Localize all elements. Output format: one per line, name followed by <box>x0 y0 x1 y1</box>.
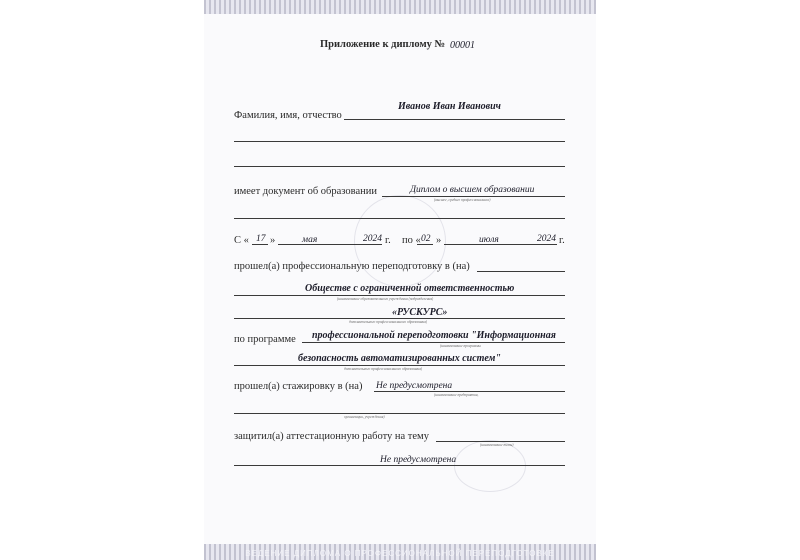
program-caption-2: дополнительного профессионального образования) <box>344 367 423 371</box>
date-underline <box>252 244 268 245</box>
date-year-suffix: г. <box>385 235 391 246</box>
program-caption: (наименование программы <box>440 344 481 348</box>
retraining-underline <box>477 271 565 272</box>
date-from-year: 2024 <box>363 234 382 244</box>
education-document-caption: (высшее, среднее профессиональное) <box>434 198 491 202</box>
organization-value-line1: Обществе с ограниченной ответственностью <box>305 283 515 294</box>
attestation-value-underline <box>234 465 565 466</box>
full-name-underline <box>344 119 565 120</box>
date-from-month: мая <box>302 235 318 245</box>
blank-line <box>234 141 565 142</box>
organization-caption-2: дополнительного профессионального образования) <box>349 320 428 324</box>
retraining-label: прошел(а) профессиональную переподготовку в (на) <box>234 261 470 272</box>
organization-value-line2: «РУСКУРС» <box>392 307 448 318</box>
internship-value: Не предусмотрена <box>376 381 453 391</box>
date-close-quote: » <box>270 235 276 246</box>
internship-caption: (наименование предприятия, <box>434 393 479 397</box>
date-underline <box>532 244 557 245</box>
education-document-underline <box>382 196 565 197</box>
date-year-suffix: г. <box>559 235 565 246</box>
program-label: по программе <box>234 334 296 345</box>
organization-underline <box>234 295 565 296</box>
date-underline <box>444 244 532 245</box>
organization-caption: (наименование образовательного учреждения (подразделения) <box>337 297 434 301</box>
attestation-value: Не предусмотрена <box>380 455 457 465</box>
date-to-year: 2024 <box>537 234 556 244</box>
diploma-number: 00001 <box>450 40 475 51</box>
date-from-day: 17 <box>256 234 266 244</box>
blank-line <box>234 413 565 414</box>
date-to-prefix: по « <box>402 235 421 246</box>
full-name-label: Фамилия, имя, отчество <box>234 110 342 121</box>
watermark-seal <box>454 440 526 492</box>
blank-line <box>234 218 565 219</box>
internship-underline <box>374 391 565 392</box>
diploma-appendix-page <box>204 0 596 560</box>
attestation-underline <box>436 441 565 442</box>
internship-caption-2: организации, учреждения) <box>344 415 385 419</box>
bottom-band-text: ВЕДЕНИЕ ДИПЛОМА О ПРОФЕССИОНАЛЬНОЙ ПЕРЕПОДГОТОВКЕ <box>245 549 555 558</box>
date-underline <box>417 244 433 245</box>
program-underline <box>302 342 565 343</box>
full-name-value: Иванов Иван Иванович <box>398 101 501 112</box>
organization-underline <box>234 318 565 319</box>
attestation-label: защитил(а) аттестационную работу на тему <box>234 431 429 442</box>
top-guilloche-band <box>204 0 596 14</box>
date-close-quote: » <box>436 235 442 246</box>
program-value-line2: безопасность автоматизированных систем" <box>298 353 501 364</box>
page-title: Приложение к диплому № <box>320 39 446 50</box>
program-underline <box>234 365 565 366</box>
education-document-label: имеет документ об образовании <box>234 186 377 197</box>
date-underline <box>354 244 382 245</box>
date-to-month: июля <box>479 235 499 245</box>
date-to-day: 02 <box>421 234 431 244</box>
education-document-value: Диплом о высшем образовании <box>410 185 535 195</box>
date-from-prefix: С « <box>234 235 249 246</box>
date-underline <box>278 244 354 245</box>
blank-line <box>234 166 565 167</box>
bottom-guilloche-band <box>204 544 596 560</box>
program-value-line1: профессиональной переподготовки "Информационная <box>312 330 556 341</box>
attestation-caption: (наименование темы) <box>480 443 514 447</box>
internship-label: прошел(а) стажировку в (на) <box>234 381 363 392</box>
